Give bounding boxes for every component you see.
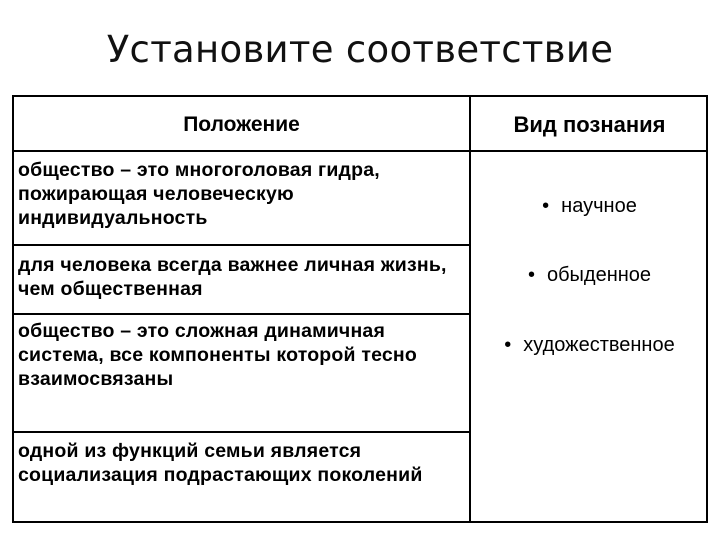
header-position: Положение (183, 112, 300, 136)
bullet-icon: • (504, 334, 512, 356)
column-divider (469, 97, 471, 521)
statement-row-4: одной из функций семьи является социализация подрастающих поколений (18, 440, 423, 486)
knowledge-type-item (471, 264, 708, 287)
knowledge-type-label: художественное (523, 334, 675, 356)
bullet-icon: • (542, 195, 550, 217)
row-divider (14, 244, 469, 246)
knowledge-type-label: научное (561, 195, 637, 217)
statement-row-2: для человека всегда важнее личная жизнь, чем общественная (18, 254, 447, 300)
row-divider (14, 313, 469, 315)
matching-table (12, 95, 708, 523)
header-knowledge-type: Вид познания (513, 111, 666, 137)
bullet-icon: • (527, 264, 535, 286)
row-divider (14, 431, 469, 433)
statement-row-1: общество – это многоголовая гидра, пожирающая человеческую индивидуальность (18, 159, 380, 229)
knowledge-type-item (471, 334, 708, 357)
knowledge-type-label: обыденное (546, 264, 652, 286)
statement-row-3: общество – это сложная динамичная система, все компоненты которой тесно взаимосвязаны (18, 320, 417, 390)
page-title: Установите соответствие (106, 28, 614, 71)
knowledge-type-item (471, 195, 708, 218)
